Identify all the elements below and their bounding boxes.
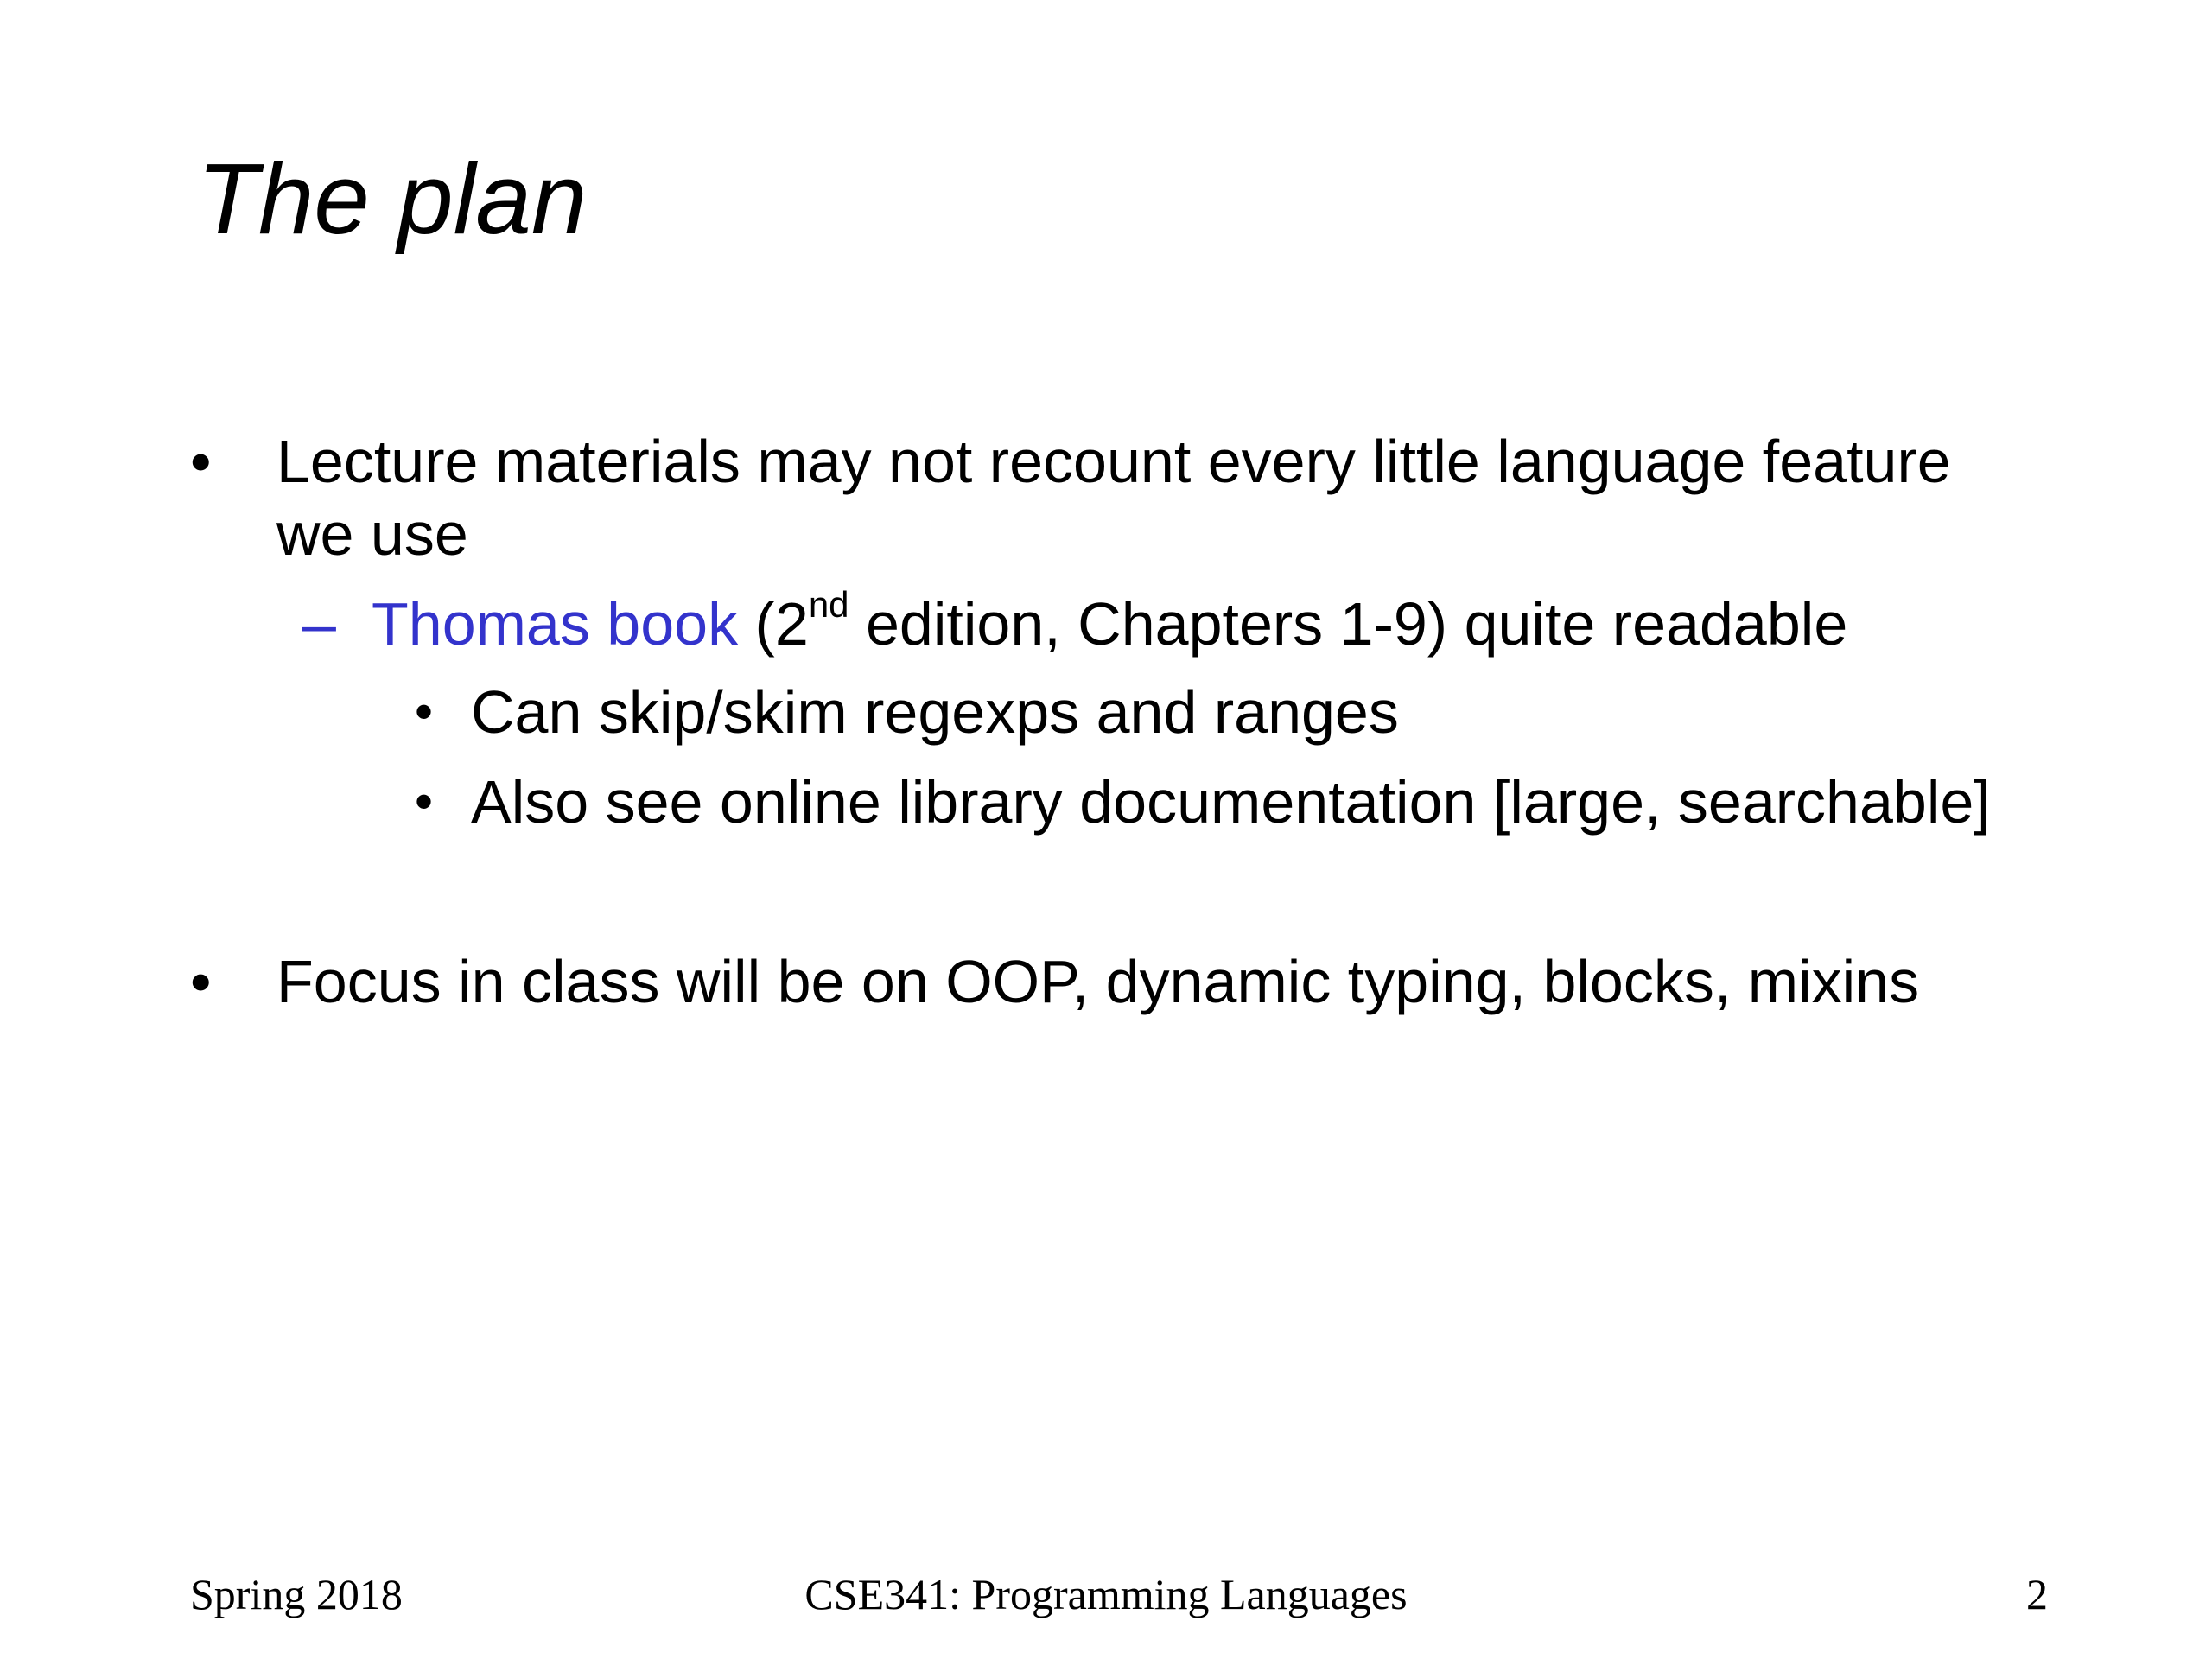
sub-sub-bullet-marker: • bbox=[415, 683, 434, 741]
sub-bullet-1 bbox=[372, 583, 1848, 660]
sub-sub-bullet-1: Can skip/skim regexps and ranges bbox=[471, 678, 1399, 746]
bullet-1-line-2: we use bbox=[276, 500, 468, 568]
sub-sub-bullet-2: Also see online library documentation [large, searchable] bbox=[471, 768, 1991, 836]
bullet-marker: • bbox=[190, 428, 212, 495]
slide-title: The plan bbox=[197, 143, 588, 255]
footer-page-number: 2 bbox=[2026, 1570, 2048, 1618]
sub-bullet-dash: – bbox=[302, 590, 336, 658]
bullet-1-line-1: Lecture materials may not recount every little language feature bbox=[276, 428, 1951, 495]
sub-bullet-text-a: (2 bbox=[738, 590, 809, 658]
thomas-book-link[interactable]: Thomas book bbox=[372, 590, 739, 658]
bullet-marker: • bbox=[190, 948, 212, 1015]
sub-sub-bullet-marker: • bbox=[415, 772, 434, 830]
footer-center: CSE341: Programming Languages bbox=[804, 1570, 1408, 1618]
footer-left: Spring 2018 bbox=[190, 1570, 403, 1618]
bullet-2: Focus in class will be on OOP, dynamic typing, blocks, mixins bbox=[276, 948, 1920, 1015]
superscript-nd: nd bbox=[808, 583, 849, 625]
sub-bullet-text-b: edition, Chapters 1-9) quite readable bbox=[849, 590, 1848, 658]
